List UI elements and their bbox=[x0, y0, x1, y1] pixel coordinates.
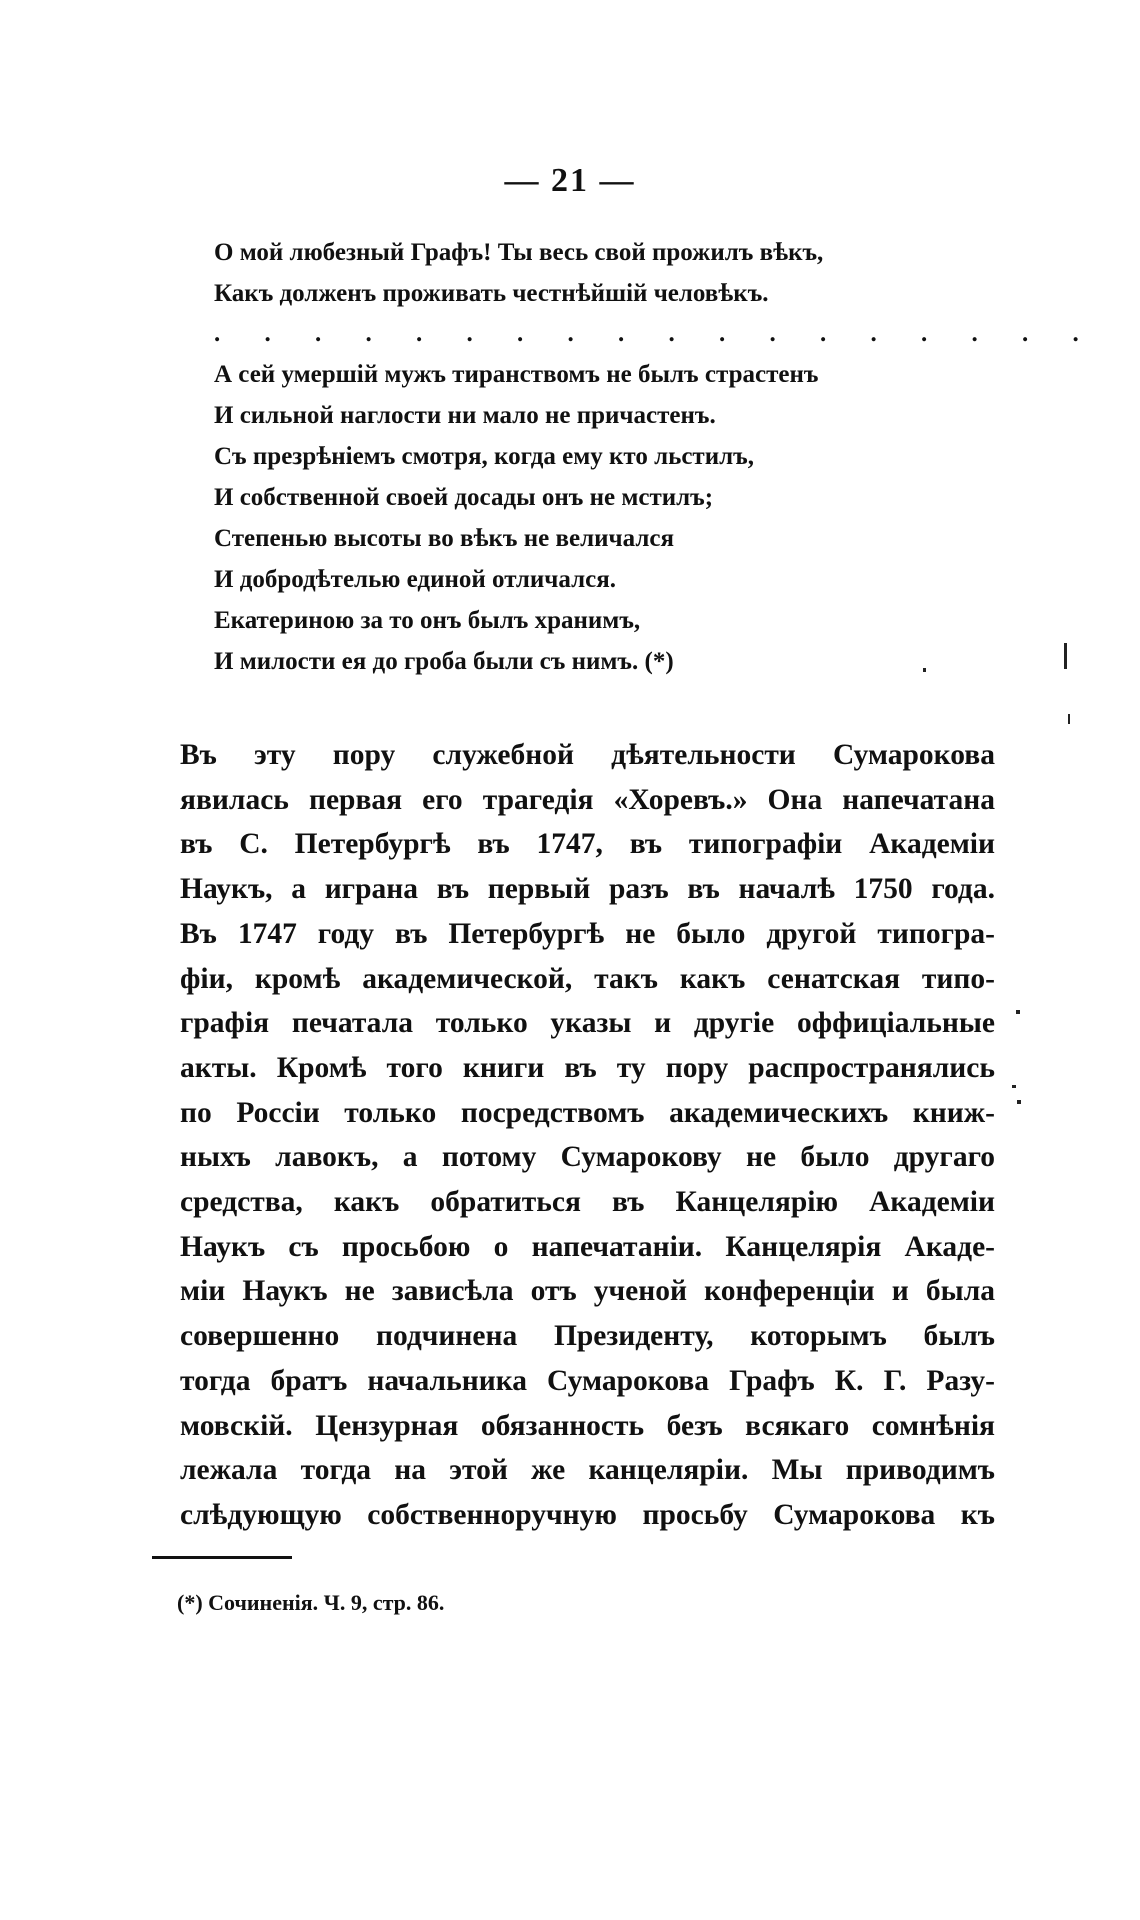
body-line: совершенно подчинена Президенту, которымъ былъ bbox=[180, 1320, 995, 1353]
body-line: Въ 1747 году въ Петербургѣ не было другой типогра- bbox=[180, 917, 995, 950]
verse-line: И сильной наглости ни мало не причастенъ. bbox=[214, 402, 716, 429]
body-line: въ С. Петербургѣ въ 1747, въ типографіи Академіи bbox=[180, 828, 995, 861]
body-line: по Россіи только посредствомъ академическихъ книж- bbox=[180, 1096, 995, 1129]
scan-mark bbox=[923, 668, 926, 672]
verse-line: И добродѣтелью единой отличался. bbox=[214, 566, 617, 593]
body-line: тогда братъ начальника Сумарокова Графъ К. Г. Разу- bbox=[180, 1364, 995, 1397]
verse-line: И собственной своей досады онъ не мстилъ; bbox=[214, 484, 714, 511]
body-line: акты. Кромѣ того книги въ ту пору распространялись bbox=[180, 1051, 995, 1084]
body-line: явилась первая его трагедія «Хоревъ.» Она напечатана bbox=[180, 783, 995, 816]
body-line: фіи, кромѣ академической, такъ какъ сенатская типо- bbox=[180, 962, 995, 995]
body-line: Наукъ съ просьбою о напечатаніи. Канцелярія Акаде- bbox=[180, 1230, 995, 1263]
scan-mark bbox=[1012, 1085, 1016, 1088]
verse-line: Съ презрѣніемъ смотря, когда ему кто льстилъ, bbox=[214, 443, 754, 470]
body-line: лежала тогда на этой же канцеляріи. Мы приводимъ bbox=[180, 1454, 995, 1487]
body-line: средства, какъ обратиться въ Канцелярію Академіи bbox=[180, 1186, 995, 1219]
body-line: мовскій. Цензурная обязанность безъ всякаго сомнѣнія bbox=[180, 1409, 995, 1442]
body-line: міи Наукъ не зависѣла отъ ученой конференціи и была bbox=[180, 1275, 995, 1308]
scan-mark bbox=[1016, 1010, 1020, 1014]
verse-ellipsis: . . . . . . . . . . . . . . . . . . bbox=[214, 320, 1098, 347]
page-number: — 21 — bbox=[504, 162, 636, 199]
verse-line: И милости ея до гроба были съ нимъ. (*) bbox=[214, 648, 674, 675]
scan-mark bbox=[1068, 714, 1070, 724]
body-paragraph bbox=[180, 733, 995, 1538]
verse-line: Какъ долженъ проживать честнѣйшій человѣкъ. bbox=[214, 280, 769, 307]
verse-block bbox=[214, 232, 1098, 682]
body-line: графія печатала только указы и другіе оффиціальные bbox=[180, 1007, 995, 1040]
body-line: Въ эту пору служебной дѣятельности Сумарокова bbox=[180, 739, 995, 771]
footnote: (*) Сочиненія. Ч. 9, стр. 86. bbox=[177, 1590, 445, 1615]
scan-mark bbox=[1064, 643, 1067, 669]
footnote-divider bbox=[152, 1556, 292, 1559]
verse-line: Екатериною за то онъ былъ хранимъ, bbox=[214, 607, 641, 634]
verse-line: А сей умершій мужъ тиранствомъ не былъ страстенъ bbox=[214, 361, 819, 388]
verse-line: Степенью высоты во вѣкъ не величался bbox=[214, 525, 674, 552]
body-line: Наукъ, а играна въ первый разъ въ началѣ 1750 года. bbox=[180, 873, 995, 906]
body-line: ныхъ лавокъ, а потому Сумарокову не было другаго bbox=[180, 1141, 995, 1174]
verse-line: О мой любезный Графъ! Ты весь свой прожилъ вѣкъ, bbox=[214, 239, 824, 266]
body-line: слѣдующую собственноручную просьбу Сумарокова къ bbox=[180, 1498, 995, 1531]
scan-mark bbox=[1017, 1100, 1021, 1104]
